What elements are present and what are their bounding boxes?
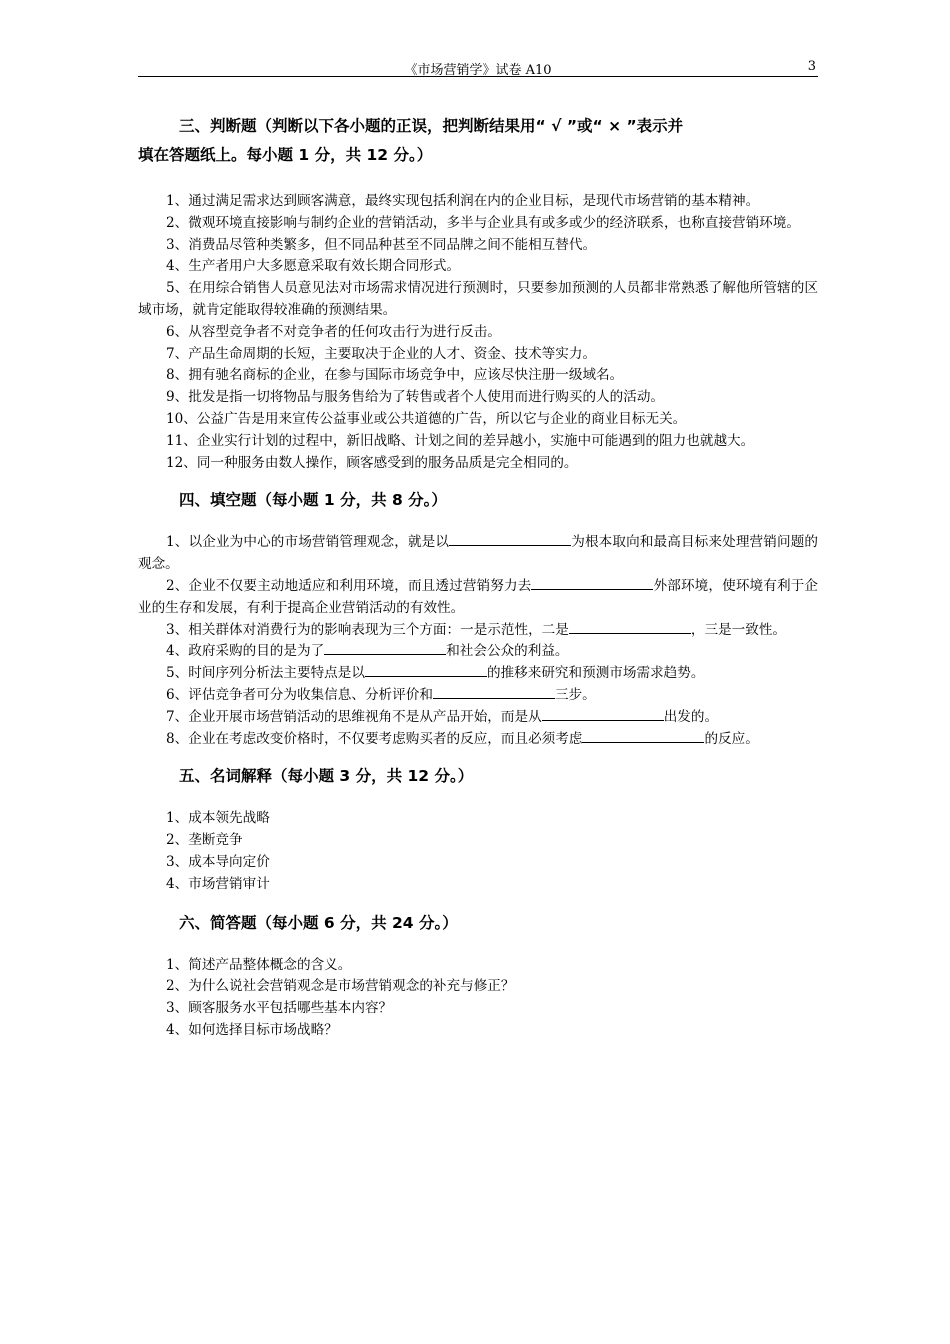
question-item <box>138 729 818 751</box>
section-term-definition <box>138 762 818 895</box>
question-text: 8、企业在考虑改变价格时，不仅要考虑购买者的反应，而且必须考虑 <box>166 730 583 747</box>
question-item: 1、简述产品整体概念的含义。 <box>166 956 352 973</box>
question-item: 4、市场营销审计 <box>166 875 270 892</box>
question-item: 5、在用综合销售人员意见法对市场需求情况进行预测时，只要参加预测的人员都非常熟悉了解他所管辖的区域市场，就肯定能取得较准确的预测结果。 <box>138 280 818 318</box>
section-title: 三、判断题（判断以下各小题的正误，把判断结果用“ √ ”或“ × ”表示并 <box>179 117 684 135</box>
question-item: 3、顾客服务水平包括哪些基本内容？ <box>166 1000 393 1017</box>
question-text: 的推移来研究和预测市场需求趋势。 <box>486 665 705 682</box>
answer-blank <box>569 620 691 634</box>
question-item: 9、批发是指一切将物品与服务售给为了转售或者个人使用而进行购买的人的活动。 <box>166 389 665 406</box>
section-title: 六、简答题（每小题 6 分，共 24 分。） <box>179 913 458 932</box>
question-text: 6、评估竞争者可分为收集信息、分析评价和 <box>166 686 433 703</box>
section-title: 四、填空题（每小题 1 分，共 8 分。） <box>179 491 447 510</box>
question-text: 外部环境，使环境有利于企业的生存和发展，有利于提高企业营销活动的有效性。 <box>138 577 819 616</box>
section-title: 五、名词解释（每小题 3 分，共 12 分。） <box>179 767 474 786</box>
question-item: 3、消费品尽管种类繁多，但不同品种甚至不同品牌之间不能相互替代。 <box>166 236 597 253</box>
question-text: 4、政府采购的目的是为了 <box>166 643 325 660</box>
question-item <box>138 685 818 707</box>
question-item: 10、公益广告是用来宣传公益事业或公共道德的广告，所以它与企业的商业目标无关。 <box>166 410 687 427</box>
question-item <box>138 532 818 576</box>
question-item: 3、成本导向定价 <box>166 853 270 870</box>
answer-blank <box>531 576 653 590</box>
section-judgement <box>138 112 818 474</box>
question-list <box>138 532 818 750</box>
page-number: 3 <box>807 59 816 74</box>
question-text: 3、相关群体对消费行为的影响表现为三个方面：一是示范性，二是 <box>166 621 569 638</box>
question-text: ，三是一致性。 <box>690 621 787 638</box>
question-text: 三步。 <box>554 686 596 703</box>
question-item: 11、企业实行计划的过程中，新旧战略、计划之间的差异越小，实施中可能遇到的阻力也就越大。 <box>166 432 755 449</box>
exam-content <box>138 112 818 1042</box>
header-title: 《市场营销学》试卷 A10 <box>404 63 552 78</box>
question-text: 7、企业开展市场营销活动的思维视角不是从产品开始，而是从 <box>166 708 542 725</box>
question-item <box>138 576 818 620</box>
section-fill-blank <box>138 486 818 750</box>
question-text: 的反应。 <box>704 730 759 747</box>
question-item <box>138 620 818 642</box>
question-item <box>138 641 818 663</box>
answer-blank <box>582 729 704 743</box>
question-item: 1、通过满足需求达到顾客满意，最终实现包括利润在内的企业目标，是现代市场营销的基本精神。 <box>166 193 760 209</box>
question-list <box>138 808 818 895</box>
answer-blank <box>433 685 555 699</box>
question-text: 和社会公众的利益。 <box>446 643 569 660</box>
answer-blank <box>365 663 487 677</box>
question-item: 12、同一种服务由数人操作，顾客感受到的服务品质是完全相同的。 <box>166 454 578 471</box>
question-item: 7、产品生命周期的长短，主要取决于企业的人才、资金、技术等实力。 <box>166 345 597 362</box>
question-text: 1、以企业为中心的市场营销管理观念，就是以 <box>166 534 450 551</box>
question-item: 1、成本领先战略 <box>166 810 270 827</box>
question-list <box>138 191 818 474</box>
question-item: 2、垄断竞争 <box>166 832 243 849</box>
question-item: 2、微观环境直接影响与制约企业的营销活动，多半与企业具有或多或少的经济联系，也称直接营销环境。 <box>166 214 800 231</box>
question-list <box>138 955 818 1042</box>
section-short-answer <box>138 909 818 1042</box>
question-item <box>138 707 818 729</box>
question-item: 2、为什么说社会营销观念是市场营销观念的补充与修正？ <box>166 978 515 995</box>
question-text: 为根本取向和最高目标来处理营销问题的观念。 <box>138 534 819 573</box>
question-text: 2、企业不仅要主动地适应和利用环境，而且透过营销努力去 <box>166 577 532 594</box>
question-item: 4、如何选择目标市场战略？ <box>166 1021 338 1038</box>
answer-blank <box>449 532 571 546</box>
section-title-continued: 填在答题纸上。每小题 1 分，共 12 分。） <box>138 146 433 164</box>
answer-blank <box>324 641 446 655</box>
question-item: 6、从容型竞争者不对竞争者的任何攻击行为进行反击。 <box>166 323 501 340</box>
question-text: 5、时间序列分析法主要特点是以 <box>166 665 365 682</box>
question-item <box>138 663 818 685</box>
question-item: 8、拥有驰名商标的企业，在参与国际市场竞争中，应该尽快注册一级域名。 <box>166 367 624 384</box>
question-text: 出发的。 <box>663 708 719 725</box>
answer-blank <box>542 707 664 721</box>
question-item: 4、生产者用户大多愿意采取有效长期合同形式。 <box>166 258 461 275</box>
page-header <box>138 58 818 77</box>
